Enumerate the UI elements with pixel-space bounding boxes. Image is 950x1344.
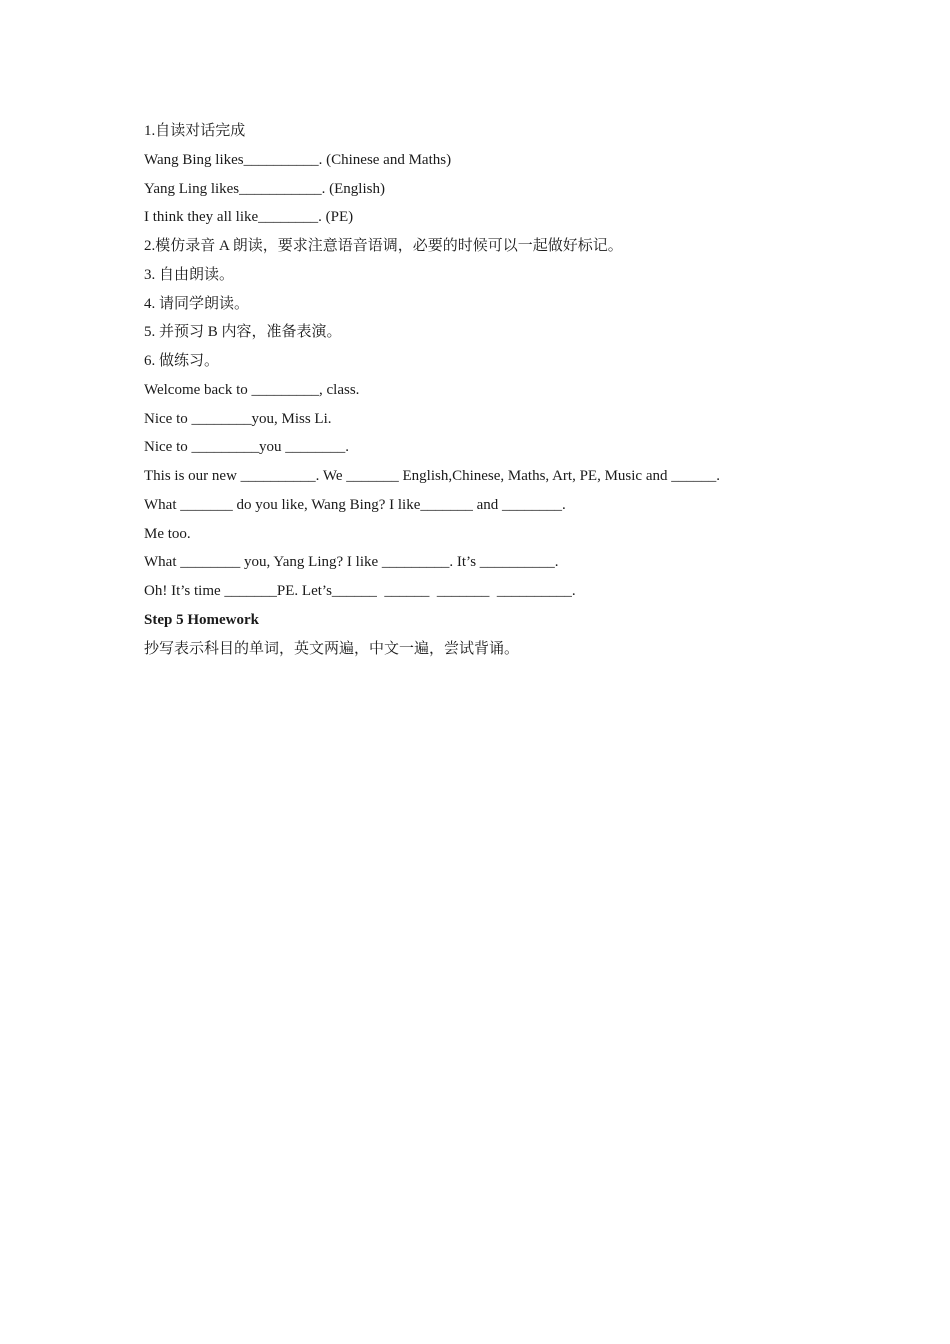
section-heading-self-reading: 1.自读对话完成 — [144, 123, 246, 139]
exercise-line-welcome-back: Welcome back to _________, class. — [144, 381, 360, 398]
exercise-line-yang-ling: Yang Ling likes___________. (English) — [144, 180, 385, 197]
homework-instruction: 抄写表示科目的单词，英文两遍，中文一遍，尝试背诵。 — [144, 640, 520, 657]
instruction-free-reading: 3. 自由朗读。 — [144, 266, 235, 283]
instruction-preview-b: 5. 并预习 B 内容，准备表演。 — [144, 324, 342, 341]
exercise-line-all-like: I think they all like________. (PE) — [144, 209, 354, 226]
exercise-line-nice-to-you: Nice to _________you ________. — [144, 439, 349, 456]
exercise-line-nice-to-miss-li: Nice to ________you, Miss Li. — [144, 410, 332, 427]
instruction-classmate-reading: 4. 请同学朗读。 — [144, 295, 250, 312]
exercise-line-wang-bing: Wang Bing likes__________. (Chinese and Maths) — [144, 151, 452, 168]
exercise-line-timetable: This is our new __________. We _______ English,Chinese, Maths, Art, PE, Music and ______. — [144, 468, 720, 484]
exercise-line-what-do-you-like: What _______ do you like, Wang Bing? I like_______ and ________. — [144, 496, 566, 513]
step-heading-homework: Step 5 Homework — [144, 611, 259, 628]
exercise-line-me-too: Me too. — [144, 525, 191, 542]
instruction-imitate-recording: 2.模仿录音 A 朗读，要求注意语音语调，必要的时候可以一起做好标记。 — [144, 238, 623, 254]
exercise-line-time-for-pe: Oh! It’s time _______PE. Let’s______ ______ _______ __________. — [144, 583, 576, 599]
document-body — [144, 117, 824, 663]
instruction-do-exercises: 6. 做练习。 — [144, 353, 220, 369]
exercise-line-what-about-you: What ________ you, Yang Ling? I like _________. It’s __________. — [144, 554, 559, 571]
